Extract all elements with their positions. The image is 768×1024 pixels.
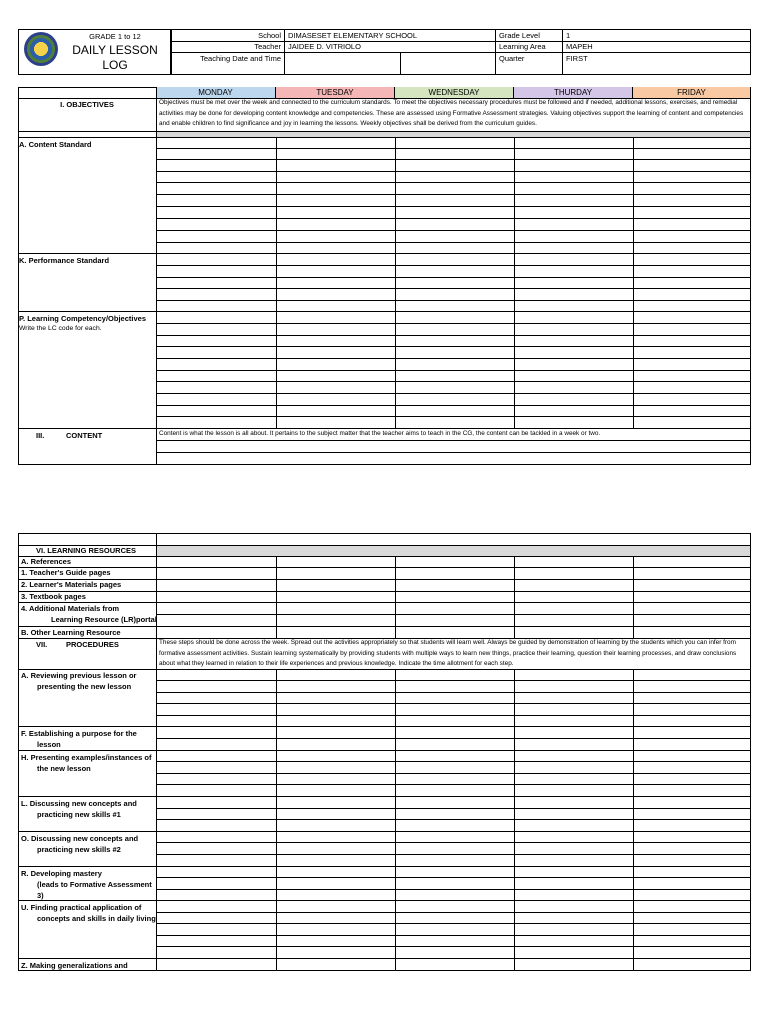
objectives-label: I. OBJECTIVES bbox=[60, 100, 114, 109]
quarter-label: Quarter bbox=[499, 54, 525, 63]
step-a-line2: presenting the new lesson bbox=[37, 682, 132, 691]
additional-materials-label: 4. Additional Materials from bbox=[21, 604, 120, 613]
school-value: DIMASESET ELEMENTARY SCHOOL bbox=[288, 31, 418, 40]
step-l-line1: L. Discussing new concepts and bbox=[21, 799, 137, 808]
grade-level-value: 1 bbox=[566, 31, 571, 40]
grade-level-label: Grade Level bbox=[499, 31, 540, 40]
teacher-label: Teacher bbox=[254, 42, 281, 51]
deped-seal-icon bbox=[24, 32, 58, 66]
teaching-date-label: Teaching Date and Time bbox=[200, 54, 281, 63]
procedures-label: PROCEDURES bbox=[66, 640, 119, 649]
step-r-line3: 3) bbox=[37, 891, 44, 900]
step-f-line2: lesson bbox=[37, 740, 61, 749]
learning-resources-label: VI. LEARNING RESOURCES bbox=[36, 546, 137, 555]
learning-area-value: MAPEH bbox=[566, 42, 593, 51]
step-a-line1: A. Reviewing previous lesson or bbox=[21, 671, 137, 680]
day-header-tuesday: TUESDAY bbox=[276, 87, 395, 98]
lesson-table-1 bbox=[18, 87, 751, 465]
day-header-friday: FRIDAY bbox=[633, 87, 750, 98]
learners-materials-label: 2. Learner's Materials pages bbox=[21, 580, 122, 589]
step-u-line1: U. Finding practical application of bbox=[21, 903, 142, 912]
objectives-instructions: Objectives must be met over the week and connected to the curriculum standards. To meet the objectives necessary procedures must be followed and if needed, additional lessons, exercises, and remedial activities may be done for developing content knowledge and competencies. These are assessed using Formative Assessment strategies. Valuing objectives support the learning of content and competencies and enable children to find significance and joy in learning the lessons. Weekly objectives shall be derived from the curriculum guides. bbox=[159, 99, 744, 127]
quarter-value: FIRST bbox=[566, 54, 588, 63]
step-z-line1: Z. Making generalizations and bbox=[21, 961, 128, 970]
step-r-line1: R. Developing mastery bbox=[21, 869, 102, 878]
teachers-guide-label: 1. Teacher's Guide pages bbox=[21, 568, 111, 577]
step-u-line2: concepts and skills in daily living bbox=[37, 914, 156, 923]
step-f-line1: F. Establishing a purpose for the bbox=[21, 729, 137, 738]
other-resource-label: B. Other Learning Resource bbox=[21, 628, 121, 637]
content-number: III. bbox=[36, 431, 45, 440]
content-standard-label: A. Content Standard bbox=[19, 140, 92, 149]
procedures-number: VII. bbox=[36, 640, 48, 649]
lr-portal-label: Learning Resource (LR)portal bbox=[51, 615, 157, 624]
step-h-line1: H. Presenting examples/instances of bbox=[21, 753, 152, 762]
teacher-value: JAIDEE D. VITRIOLO bbox=[288, 42, 361, 51]
page-title-line1: DAILY LESSON bbox=[72, 43, 158, 57]
day-header-monday: MONDAY bbox=[156, 87, 276, 98]
step-o-line1: O. Discussing new concepts and bbox=[21, 834, 139, 843]
learning-competency-label: P. Learning Competency/Objectives bbox=[19, 314, 146, 323]
page-title-line2: LOG bbox=[102, 58, 128, 72]
performance-standard-label: K. Performance Standard bbox=[19, 256, 110, 265]
step-r-line2: (leads to Formative Assessment bbox=[37, 880, 152, 889]
references-label: A. References bbox=[21, 557, 72, 566]
procedures-instructions: These steps should be done across the week. Spread out the activities appropriately so that students will learn well. Always be guided by demonstration of learning by the students which you can infer from formative assessment activities. Sustain learning systematically by providing students with multiple ways to learn new things, practice their learning, question their learning processes, and draw conclusions about what they learned in relation to their life experiences and previous knowledge. Indicate the time allotment for each step. bbox=[159, 639, 737, 667]
day-header-thursday: THURDAY bbox=[514, 87, 633, 98]
content-label: CONTENT bbox=[66, 431, 103, 440]
step-o-line2: practicing new skills #2 bbox=[37, 845, 121, 854]
textbook-pages-label: 3. Textbook pages bbox=[21, 592, 86, 601]
content-instructions: Content is what the lesson is all about. It pertains to the subject matter that the teacher aims to teach in the CG, the content can be tackled in a week or two. bbox=[159, 430, 601, 437]
school-label: School bbox=[258, 31, 281, 40]
day-header-wednesday: WEDNESDAY bbox=[395, 87, 514, 98]
learning-area-label: Learning Area bbox=[499, 42, 546, 51]
lc-code-note: Write the LC code for each. bbox=[19, 325, 102, 332]
step-h-line2: the new lesson bbox=[37, 764, 91, 773]
step-l-line2: practicing new skills #1 bbox=[37, 810, 121, 819]
grade-range: GRADE 1 to 12 bbox=[89, 32, 141, 41]
